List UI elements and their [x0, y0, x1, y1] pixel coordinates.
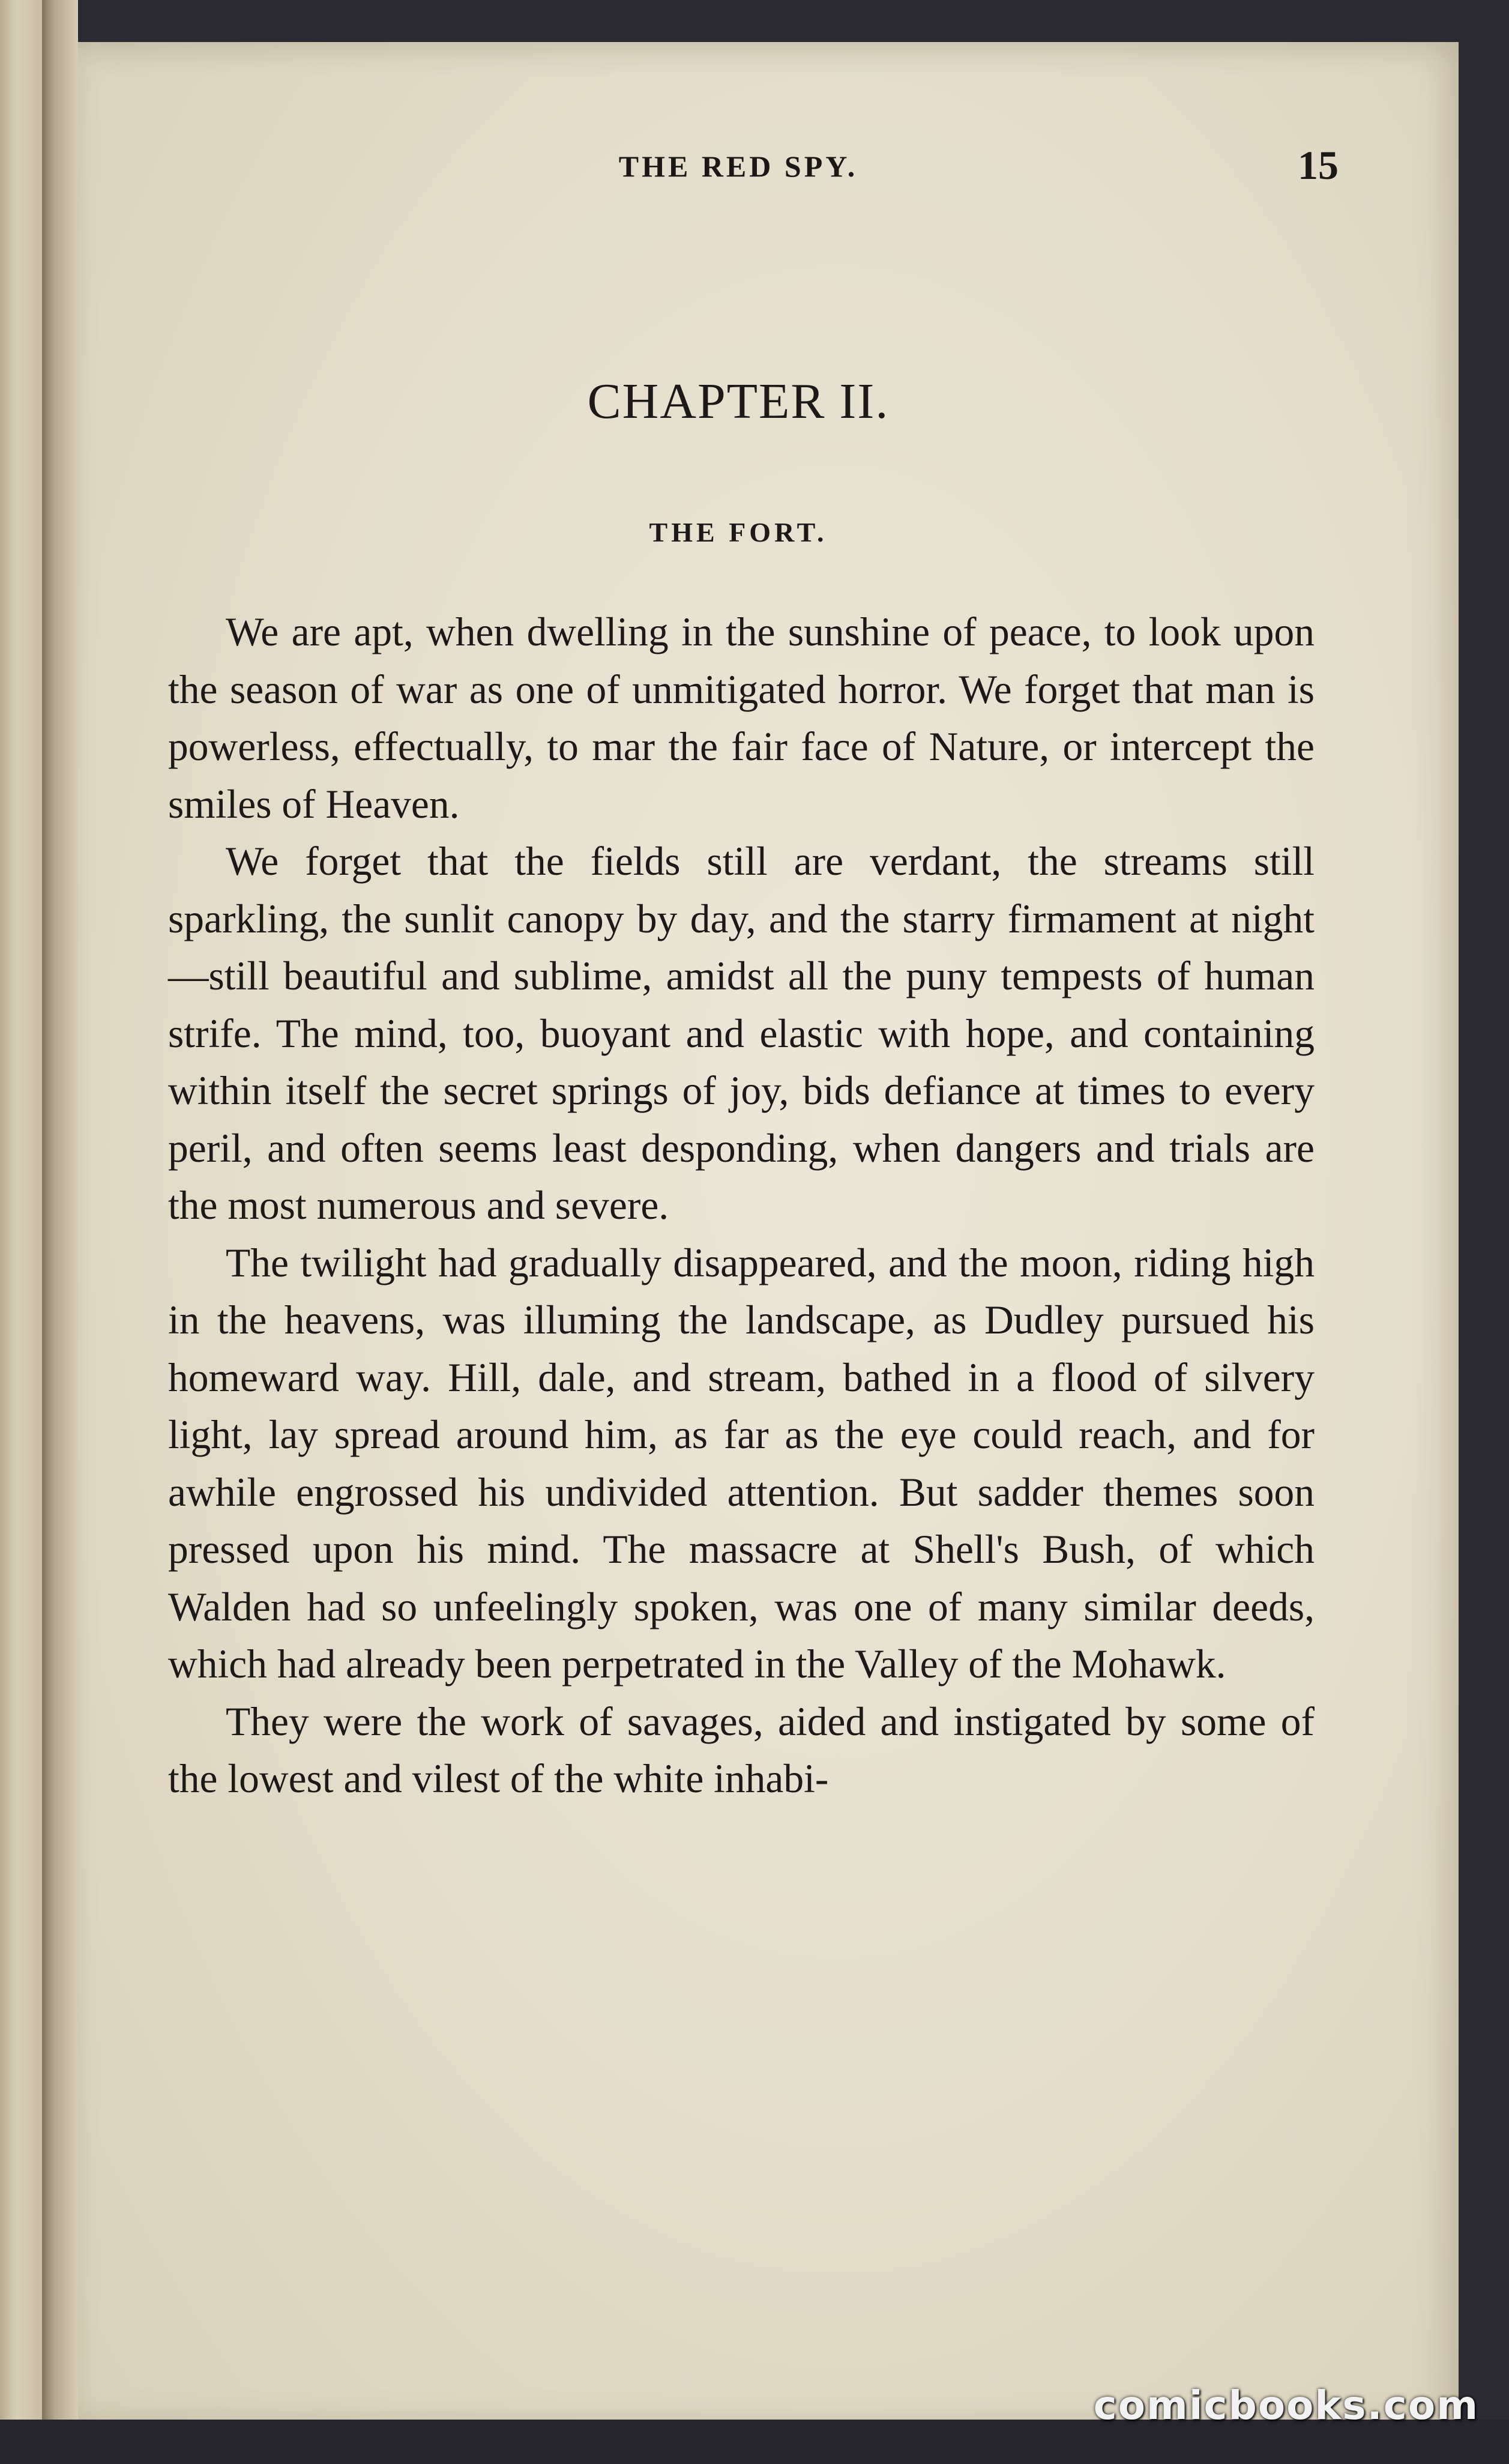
paragraph: We forget that the fields still are verdant, the streams still sparkling, the sunlit canopy by day, and the starry firmament at night—still beautiful and sublime, amidst all the puny tempests of human strife. The mind, too, buoyant and elastic with hope, and containing within itself the secret springs of joy, bids defiance at times to every peril, and often seems least desponding, when dangers and trials are the most numerous and severe.	[168, 839, 1315, 1228]
running-head	[138, 142, 1339, 197]
watermark: comicbooks.com	[1093, 2382, 1479, 2429]
body-text	[168, 603, 1315, 1808]
page-number: 15	[1298, 142, 1339, 188]
book-gutter	[42, 0, 78, 2464]
adjacent-page-edge	[0, 0, 42, 2464]
paragraph: They were the work of savages, aided and instigated by some of the lowest and vilest of the white inhabi-	[168, 1699, 1315, 1801]
paragraph: The twilight had gradually disappeared, and the moon, riding high in the heavens, was illuming the landscape, as Dudley pursued his homeward way. Hill, dale, and stream, bathed in a flood of silvery light, lay spread around him, as far as the eye could reach, and for awhile engrossed his undivided attention. But sadder themes soon pressed upon his mind. The massacre at Shell's Bush, of which Walden had so unfeelingly spoken, was one of many similar deeds, which had already been perpetrated in the Valley of the Mohawk.	[168, 1240, 1315, 1686]
paragraph: We are apt, when dwelling in the sunshine of peace, to look upon the season of war as one of unmitigated horror. We forget that man is powerless, effectually, to mar the fair face of Nature, or intercept the smiles of Heaven.	[168, 609, 1315, 827]
chapter-subtitle: THE FORT.	[649, 517, 828, 548]
running-head-title: THE RED SPY.	[618, 149, 858, 183]
chapter-title: CHAPTER II.	[587, 373, 890, 429]
